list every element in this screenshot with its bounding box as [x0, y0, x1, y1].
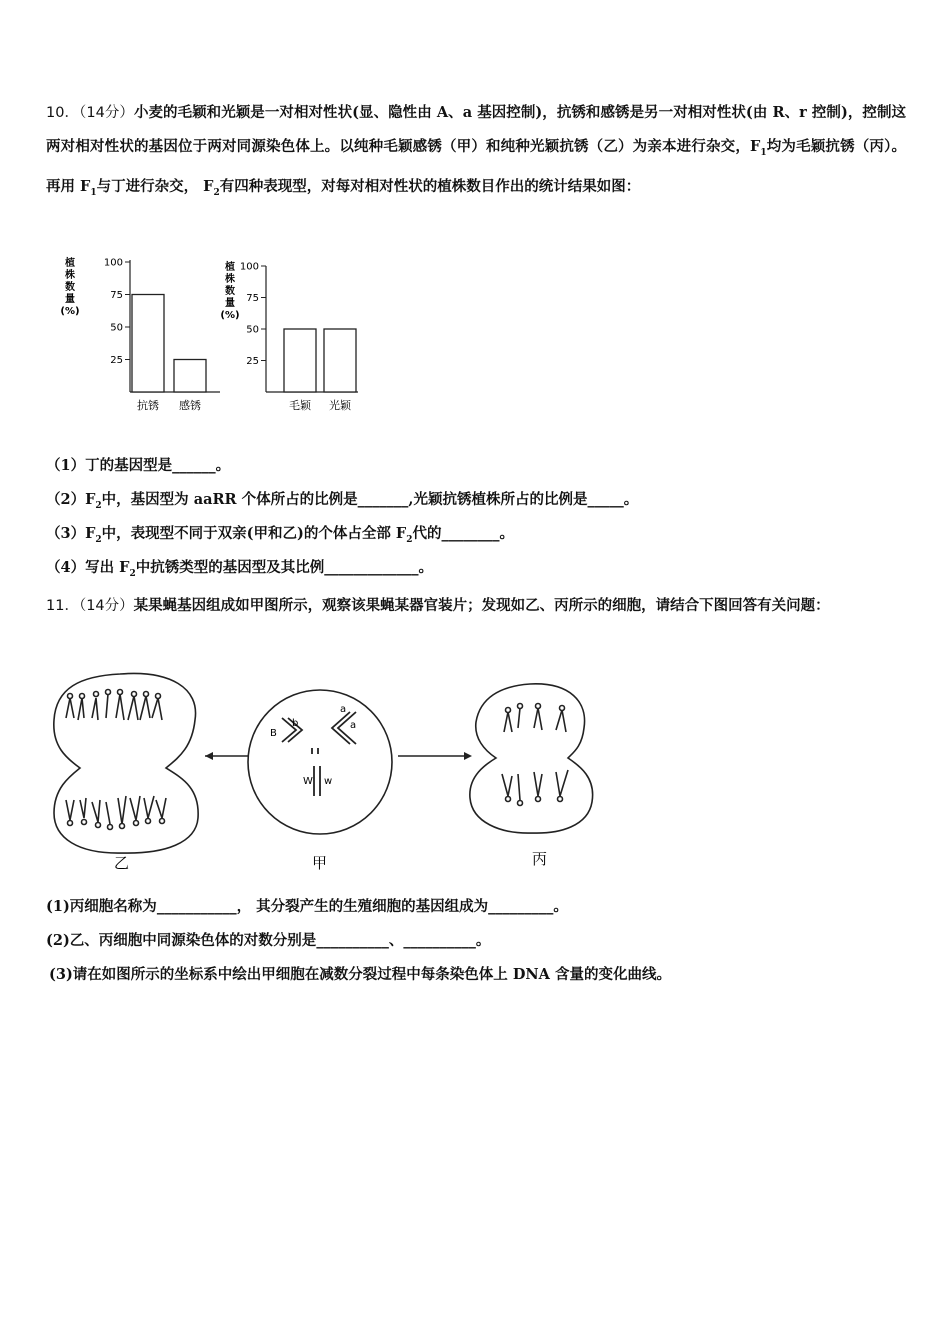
q10-sub-1: 1	[760, 147, 767, 158]
q10-sq3-text-c: 代的	[412, 525, 442, 542]
chart-right-tick-label: 25	[246, 356, 259, 367]
chart-right-ylabel-char: (%)	[220, 310, 240, 321]
chart-right-category-label: 光颖	[329, 399, 351, 412]
answer-blank[interactable]: _________	[488, 898, 554, 915]
gene-label-a-upper: a	[340, 704, 347, 715]
chart-glume-hair	[218, 252, 378, 417]
q10-sq3-sub2: 2	[406, 534, 413, 545]
q11-sub-question-1	[46, 896, 568, 918]
q10-sq3-text-b: 中，表现型不同于双亲(甲和乙)的个体占全部 F	[101, 525, 407, 542]
q10-text-3: 与丁进行杂交， F	[96, 177, 214, 195]
q10-sub-3: 2	[213, 187, 220, 198]
gene-label-B: B	[270, 728, 277, 739]
q10-sq3-end: 。	[499, 525, 514, 542]
q10-score: （14分）	[79, 105, 134, 121]
q10-sq4-text: （4）写出 F	[46, 559, 130, 576]
arrow-head-left	[205, 752, 213, 760]
chart-right-category-label: 毛颖	[289, 399, 311, 412]
q11-score: （14分）	[78, 598, 134, 614]
gene-label-a-lower: a	[350, 720, 357, 731]
chart-left-ylabel-char: 数	[65, 282, 75, 293]
q10-text-2: 均为毛颖抗锈（丙）。再用 F	[46, 138, 906, 195]
chart-right-tick-label: 75	[246, 293, 259, 304]
cell-label-jia: 甲	[312, 854, 328, 872]
q10-sub-question-1	[46, 455, 230, 477]
cell-division-figure	[40, 668, 620, 878]
q11-text: 某果蝇基因组成如甲图所示，观察该果蝇某器官装片；发现如乙、丙所示的细胞，请结合下图回答有关问题：	[133, 597, 830, 614]
chart-left-bar-2	[174, 360, 206, 393]
chart-left-tick-label: 75	[110, 290, 123, 301]
q10-sq2-sub: 2	[95, 500, 102, 511]
arrow-head-right	[464, 752, 472, 760]
q10-sq2-text-b: 中，基因型为 aaRR 个体所占的比例是	[101, 491, 358, 508]
q11-sq1-text: (1)丙细胞名称为	[46, 898, 157, 915]
chart-right-tick-label: 100	[239, 261, 259, 273]
gene-label-b: b	[292, 718, 299, 729]
chart-right-tick-label: 50	[246, 324, 259, 336]
chart-left-ylabel-char: 量	[65, 294, 75, 305]
cell-bing-membrane	[470, 684, 593, 833]
chart-right-bar-2	[324, 329, 356, 392]
cell-bing-lower-chromosomes	[502, 770, 568, 806]
chart-right-ylabel-char: 量	[225, 298, 235, 309]
answer-blank[interactable]: ___________	[156, 898, 237, 915]
gene-label-w: w	[324, 776, 333, 787]
chart-right-bar-1	[284, 329, 316, 392]
q10-sub-question-2	[46, 489, 638, 517]
q10-sq3-sub: 2	[95, 534, 102, 545]
chart-right-ylabel-char: 株	[225, 274, 235, 285]
q10-sq2-text-c: ,光颖抗锈植株所占的比例是	[408, 491, 588, 508]
gene-label-W: W	[303, 776, 313, 787]
q11-intro	[46, 589, 906, 623]
chart-rust-resistance	[58, 252, 228, 417]
q10-sq4-end: 。	[418, 559, 433, 576]
q11-sq2-text: (2)乙、丙细胞中同源染色体的对数分别是	[46, 932, 317, 949]
cell-bing-upper-chromosomes	[504, 704, 566, 733]
chart-left-ylabel-char: 植	[65, 258, 75, 269]
chart-right-ylabel-char: 数	[225, 286, 235, 297]
answer-blank[interactable]: _____	[587, 491, 624, 508]
q11-sq1-text-b: ， 其分裂产生的生殖细胞的基因组成为	[236, 898, 489, 915]
q10-number: 10．	[46, 105, 80, 121]
q10-text-1: 小麦的毛颖和光颖是一对相对性状(显、隐性由 A、a 基因控制)，抗锈和感锈是另一对相对性状(由 R、r 控制)，控制这两对相对性状的基因位于两对同源染色体上。以纯种毛颖感锈（甲）和纯种光颖抗锈（乙）为亲本进行杂交，F	[46, 104, 907, 155]
q10-sq2-end: 。	[623, 491, 639, 508]
q10-sq3-text: （3）F	[46, 525, 96, 542]
q10-sq1-end: 。	[215, 457, 231, 474]
answer-blank[interactable]: _______	[357, 491, 409, 508]
chart-left-category-label: 感锈	[179, 399, 201, 412]
chart-left-category-label: 抗锈	[137, 399, 159, 412]
q11-sub-question-3	[49, 964, 671, 986]
q10-sq2-text: （2）F	[46, 491, 96, 508]
q10-intro	[46, 96, 906, 210]
q10-sub-question-4	[46, 557, 433, 585]
answer-blank[interactable]: ______	[172, 457, 216, 474]
q10-sub-question-3	[46, 523, 514, 551]
chart-left-tick-label: 50	[110, 322, 123, 334]
q10-sq4-sub: 2	[129, 568, 136, 579]
q11-number: 11．	[46, 598, 79, 614]
q10-sub-2: 1	[90, 187, 97, 198]
chart-left-tick-label: 100	[103, 257, 123, 269]
answer-blank[interactable]: ________	[441, 525, 500, 542]
q11-sq2-sep: 、	[388, 932, 404, 949]
q10-text-4: 有四种表现型，对每对相对性状的植株数目作出的统计结果如图：	[219, 177, 641, 195]
q11-sq1-end: 。	[553, 898, 568, 915]
chart-left-tick-label: 25	[110, 355, 123, 366]
q10-sq4-text-b: 中抗锈类型的基因型及其比例	[135, 559, 325, 576]
chart-left-ylabel	[60, 256, 79, 317]
cell-yi-membrane	[54, 673, 198, 853]
chart-right-ylabel-char: 植	[225, 262, 235, 273]
q11-sq3-text: (3)请在如图所示的坐标系中绘出甲细胞在减数分裂过程中每条染色体上 DNA 含量的变化曲线。	[49, 966, 671, 983]
answer-blank[interactable]: __________	[316, 932, 389, 949]
cell-jia-membrane	[248, 690, 392, 834]
cell-label-yi: 乙	[114, 854, 130, 872]
cell-yi-lower-chromosomes	[66, 796, 166, 830]
q10-sq1-text: （1）丁的基因型是	[46, 457, 173, 474]
q11-sub-question-2	[46, 930, 490, 952]
answer-blank[interactable]: __________	[403, 932, 476, 949]
chart-left-ylabel-char: 株	[65, 270, 75, 281]
chart-left-ylabel-char: (%)	[60, 306, 80, 317]
chart-left-bar-1	[132, 295, 164, 393]
cell-label-bing: 丙	[532, 850, 548, 868]
cell-yi-upper-chromosomes	[66, 690, 162, 721]
answer-blank[interactable]: _____________	[324, 559, 419, 576]
chart-right-ylabel	[220, 260, 239, 321]
q11-sq2-end: 。	[475, 932, 491, 949]
